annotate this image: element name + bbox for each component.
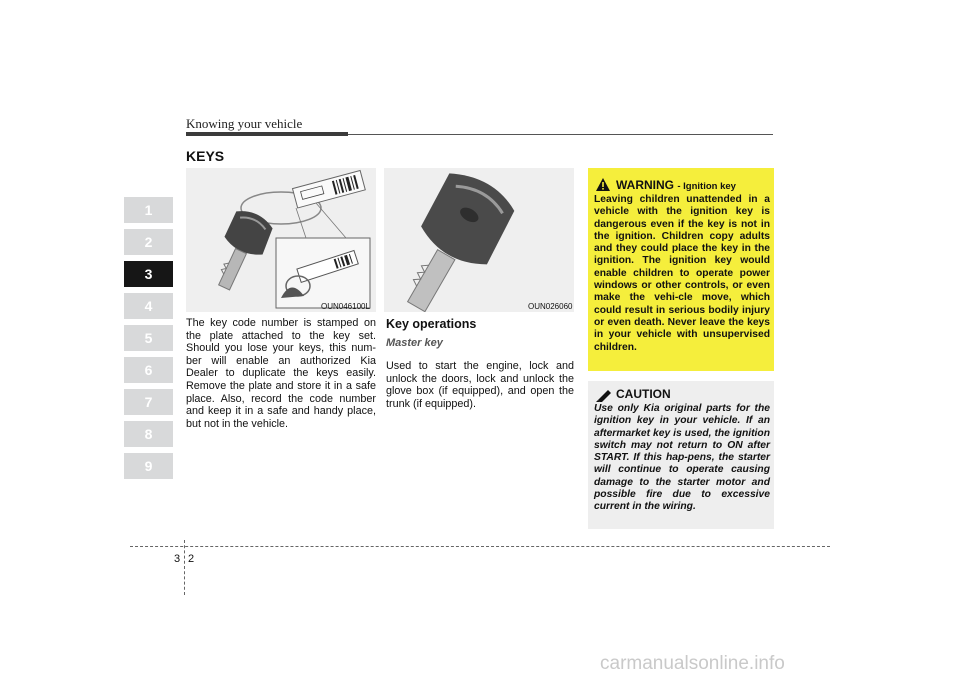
chapter-tab-7[interactable]: 7 bbox=[124, 389, 173, 415]
chapter-tabs bbox=[124, 197, 173, 485]
footer-divider bbox=[184, 540, 185, 595]
chapter-tab-1[interactable]: 1 bbox=[124, 197, 173, 223]
key-code-plate-figure bbox=[186, 168, 376, 312]
key-operations-heading: Key operations bbox=[386, 317, 477, 331]
figure-code: OUN026060 bbox=[528, 302, 573, 311]
warning-subtitle: - Ignition key bbox=[677, 181, 736, 192]
caution-box bbox=[588, 381, 774, 529]
key-with-code-plate-icon bbox=[186, 168, 376, 312]
page-header-title: Knowing your vehicle bbox=[186, 116, 303, 131]
header-bar bbox=[186, 132, 348, 136]
footer-rule bbox=[130, 546, 830, 547]
warning-box bbox=[588, 168, 774, 371]
chapter-tab-8[interactable]: 8 bbox=[124, 421, 173, 447]
master-key-subheading: Master key bbox=[386, 337, 443, 349]
master-key-icon bbox=[384, 168, 574, 312]
page-number: 2 bbox=[188, 553, 195, 565]
section-heading: KEYS bbox=[186, 148, 225, 164]
warning-label: WARNING bbox=[616, 178, 674, 192]
chapter-tab-2[interactable]: 2 bbox=[124, 229, 173, 255]
watermark: carmanualsonline.info bbox=[600, 653, 785, 674]
chapter-tab-5[interactable]: 5 bbox=[124, 325, 173, 351]
master-key-figure bbox=[384, 168, 574, 312]
header-rule bbox=[348, 134, 773, 135]
figure-code: OUN046100L bbox=[321, 302, 370, 311]
caution-title: CAUTION bbox=[616, 387, 671, 401]
page-chapter-number: 3 bbox=[174, 553, 181, 565]
chapter-tab-9[interactable]: 9 bbox=[124, 453, 173, 479]
caution-pencil-icon bbox=[596, 388, 612, 402]
key-code-paragraph: The key code number is stamped on the plate attached to the key set. Should you lose your keys, this num-ber will enable an authorized Kia Dealer to duplicate the keys easily. Remove the plate and store it in a safe place. Also, record the code number and keep it in a safe and handy place, but not in the vehicle. bbox=[186, 317, 376, 430]
warning-title bbox=[616, 178, 736, 192]
warning-triangle-icon bbox=[596, 178, 610, 191]
chapter-tab-4[interactable]: 4 bbox=[124, 293, 173, 319]
warning-text: Leaving children unattended in a vehicle with the ignition key is dangerous even if the key is not in the ignition. Children copy adults and they could place the key in the ignition. The ignition key would enable children to operate power windows or other controls, or even make the vehi-cle move, which could result in serious bodily injury or even death. Never leave the keys in your vehicle with unsupervised children. bbox=[594, 194, 770, 353]
master-key-paragraph: Used to start the engine, lock and unlock the doors, lock and unlock the glove box (if equipped), and open the trunk (if equipped). bbox=[386, 360, 574, 410]
chapter-tab-3[interactable]: 3 bbox=[124, 261, 173, 287]
chapter-tab-6[interactable]: 6 bbox=[124, 357, 173, 383]
caution-text: Use only Kia original parts for the ignition key in your vehicle. If an aftermarket key is used, the ignition switch may not return to ON after START. If this hap-pens, the starter will continue to operate causing damage to the starter motor and possible fire due to excessive current in the wiring. bbox=[594, 403, 770, 513]
